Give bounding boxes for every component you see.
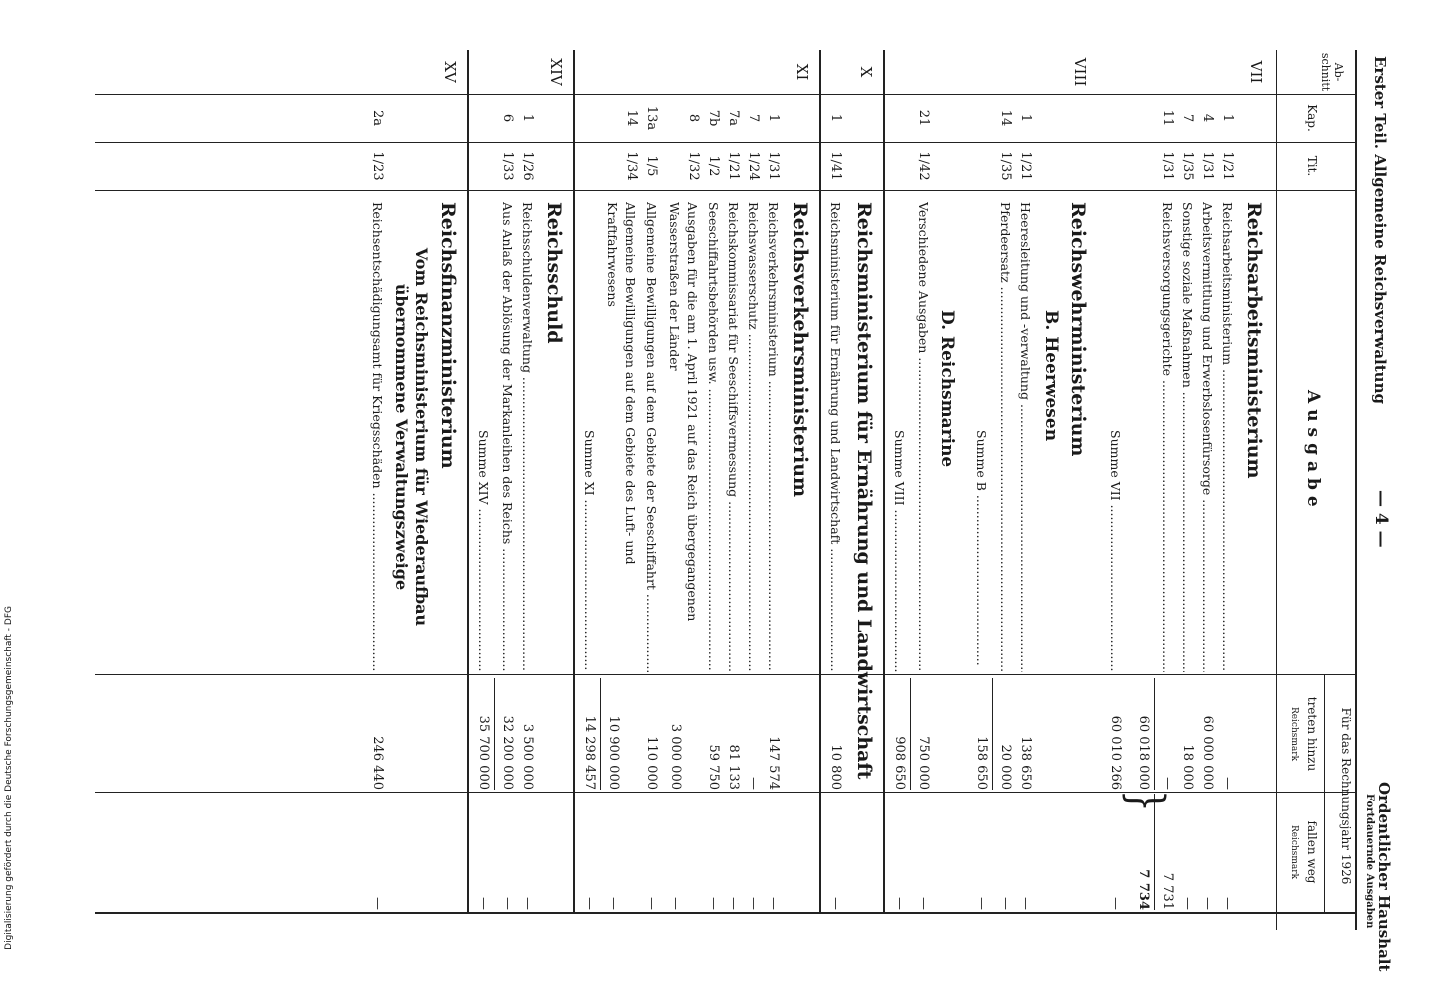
- amount-added: —: [1160, 777, 1175, 790]
- section-rule: [819, 50, 821, 912]
- amount-added: 32 200 000: [500, 715, 515, 790]
- column-rule: [95, 674, 1357, 675]
- item-description: Sonstige soziale Maßnahmen .....: [1180, 202, 1195, 672]
- item-description: Allgemeine Bewilligungen auf dem Gebiete der Seeschiffahrt .....: [644, 202, 659, 672]
- amount-removed: —: [828, 897, 843, 910]
- kap-cell: 2a: [370, 109, 385, 127]
- tit-cell: 1/31: [1200, 151, 1215, 181]
- brace-glyph: }: [1118, 790, 1174, 812]
- tit-cell: 1/35: [1180, 151, 1195, 181]
- item-description: Reichsversorgungsgerichte .....: [1160, 202, 1175, 672]
- tit-cell: 1/31: [766, 151, 781, 181]
- item-description: Reichsverkehrsministerium .....: [766, 202, 781, 672]
- kap-cell: 7: [746, 113, 761, 123]
- item-description: Aus Anlaß der Ablösung der Markanleihen des Reichs .....: [500, 202, 515, 672]
- tit-cell: 1/21: [1018, 151, 1033, 181]
- section-heading: Reichswehrministerium: [1067, 202, 1089, 457]
- sum-label: Summe XI .....: [582, 430, 597, 672]
- page-number: — 4 —: [1371, 490, 1391, 548]
- item-description: Verschiedene Ausgaben .....: [916, 202, 931, 672]
- amount-added: 18 000: [1180, 744, 1195, 790]
- amount-added: 3 500 000: [520, 723, 535, 790]
- sum-added: 158 650: [974, 736, 989, 790]
- sum-rule: [494, 678, 495, 790]
- column-rule: [95, 912, 1357, 914]
- amount-added: —: [746, 777, 761, 790]
- sum-added: 14 298 457: [582, 715, 597, 790]
- sum-removed: —: [582, 897, 597, 910]
- subtotal-removed: 7 734: [1136, 869, 1151, 910]
- kap-cell: 1: [766, 113, 781, 123]
- tit-cell: 1/31: [1160, 151, 1175, 181]
- amount-added: 147 574: [766, 736, 781, 790]
- tit-cell: 1/2: [706, 155, 721, 177]
- kap-cell: 7: [1180, 113, 1195, 123]
- amount-removed: —: [916, 897, 931, 910]
- amount-added: —: [1220, 777, 1235, 790]
- budget-subtitle: Fortdauernde Ausgaben: [1364, 794, 1375, 929]
- amount-added: 20 000: [998, 744, 1013, 790]
- item-description: Pferdeersatz .....: [998, 202, 1013, 672]
- kap-cell: 1: [1018, 113, 1033, 123]
- running-header-left: Erster Teil. Allgemeine Reichsverwaltung: [1371, 56, 1389, 404]
- kap-cell: 1: [828, 113, 843, 123]
- col-header-unit: Reichsmark: [1289, 824, 1299, 880]
- sum-rule: [600, 678, 601, 790]
- amount-removed: —: [706, 897, 721, 910]
- sum-added: 908 650: [892, 736, 907, 790]
- item-description: Reichswasserschutz .....: [746, 202, 761, 672]
- amount-added: 3 000 000: [668, 723, 683, 790]
- item-description: Reichsschuldenverwaltung .....: [520, 202, 535, 672]
- section-heading: Reichsfinanzministerium: [437, 202, 459, 469]
- item-description: Reichsarbeitsministerium .....: [1220, 202, 1235, 672]
- tit-cell: 1/21: [726, 151, 741, 181]
- document-page: [95, 50, 1395, 990]
- tit-cell: 1/42: [916, 151, 931, 181]
- section-heading: Reichsarbeitsministerium: [1243, 202, 1265, 479]
- sum-added: 35 700 000: [476, 715, 491, 790]
- tit-cell: 1/35: [998, 151, 1013, 181]
- amount-removed: —: [1200, 897, 1215, 910]
- amount-removed: —: [1220, 897, 1235, 910]
- item-description: Allgemeine Bewilligungen auf dem Gebiete des Luft- und Kraftfahrwesens: [605, 202, 638, 565]
- section-number: XV: [441, 61, 459, 83]
- item-description: Reichsministerium für Ernährung und Landwirtschaft .....: [828, 202, 843, 672]
- col-header-tit: Tit.: [1305, 155, 1319, 177]
- sum-added: 60 010 266: [1108, 715, 1123, 790]
- group-rule: [1324, 674, 1325, 912]
- kap-cell: 1: [1220, 113, 1235, 123]
- amount-added: 110 000: [644, 736, 659, 790]
- sum-label: Summe XIV .....: [476, 430, 491, 672]
- amount-removed: 7 731: [1160, 872, 1175, 910]
- item-description: Arbeitsvermittlung und Erwerbslosenfürsorge .....: [1200, 202, 1215, 672]
- col-header-unit: Reichsmark: [1289, 706, 1299, 762]
- amount-added: 10 800: [828, 744, 843, 790]
- amount-added: 246 440: [370, 736, 385, 790]
- amount-removed: —: [606, 897, 621, 910]
- sum-rule: [992, 678, 993, 790]
- col-header-ausgabe: Ausgabe: [1303, 390, 1323, 513]
- item-description: Ausgaben für die am 1. April 1921 auf das Reich übergegangenen Wasserstraßen der Länder: [667, 202, 700, 622]
- section-rule: [573, 50, 575, 912]
- kap-cell: 1: [520, 113, 535, 123]
- section-number: VII: [1247, 60, 1265, 84]
- section-number: XIV: [547, 58, 565, 86]
- subsection-heading: D. Reichsmarine: [937, 310, 957, 468]
- budget-title: Ordentlicher Haushalt: [1375, 782, 1393, 972]
- kap-cell: 14: [624, 109, 639, 127]
- amount-removed: —: [500, 897, 515, 910]
- tit-cell: 1/41: [828, 151, 843, 181]
- amount-removed: —: [1180, 897, 1195, 910]
- subtotal-added: 60 018 000: [1136, 715, 1151, 790]
- col-header-treten-hinzu: treten hinzu: [1305, 696, 1319, 772]
- section-heading: Reichsverkehrsministerium: [789, 202, 811, 498]
- amount-removed: —: [520, 897, 535, 910]
- tit-cell: 1/21: [1220, 151, 1235, 181]
- subsection-heading: B. Heerwesen: [1041, 310, 1061, 442]
- sum-rule: [910, 678, 911, 790]
- column-rule: [95, 190, 1357, 191]
- amount-added: 750 000: [916, 736, 931, 790]
- kap-cell: 6: [500, 113, 515, 123]
- sum-label: Summe VII .....: [1108, 430, 1123, 672]
- item-description: Reichsentschädigungsamt für Kriegsschäden .....: [370, 202, 385, 672]
- amount-removed: —: [726, 897, 741, 910]
- amount-added: 60 000 000: [1200, 715, 1215, 790]
- table-header-rule: [1276, 50, 1277, 930]
- subsection-heading: Vom Reichsministerium für Wiederaufbau übernommene Verwaltungszweige: [392, 247, 431, 627]
- amount-removed: —: [766, 897, 781, 910]
- kap-cell: 11: [1160, 109, 1175, 127]
- sum-removed: —: [476, 897, 491, 910]
- tit-cell: 1/26: [520, 151, 535, 181]
- kap-cell: 14: [998, 109, 1013, 127]
- item-description: Reichskommissariat für Seeschiffsvermessung .....: [726, 202, 741, 672]
- col-header-fallen-weg: fallen weg: [1305, 820, 1319, 884]
- sum-removed: —: [892, 897, 907, 910]
- tit-cell: 1/24: [746, 151, 761, 181]
- col-header-kap: Kap.: [1305, 104, 1319, 132]
- tit-cell: 1/5: [644, 155, 659, 177]
- amount-added: 81 133: [726, 744, 741, 790]
- sum-label: Summe VIII .....: [892, 430, 907, 672]
- kap-cell: 13a: [644, 105, 659, 131]
- kap-cell: 7a: [726, 109, 741, 127]
- item-description: Heeresleitung und -verwaltung .....: [1018, 202, 1033, 672]
- item-description: Seeschiffahrtsbehörden usw. .....: [706, 202, 721, 672]
- col-header-fiscal-year: Für das Rechnungsjahr 1926: [1339, 707, 1353, 885]
- section-number: XI: [793, 63, 811, 81]
- tit-cell: 1/32: [686, 151, 701, 181]
- digitization-note: Digitalisierung gefördert durch die Deutsche Forschungsgemeinschaft - DFG: [4, 606, 14, 950]
- section-number: X: [857, 66, 875, 78]
- sum-removed: —: [974, 897, 989, 910]
- amount-added: 59 750: [706, 744, 721, 790]
- amount-removed: —: [746, 897, 761, 910]
- table-top-rule: [1355, 50, 1357, 930]
- kap-cell: 8: [686, 113, 701, 123]
- col-header-abschnitt: Ab-schnitt: [1319, 52, 1345, 92]
- tit-cell: 1/23: [370, 151, 385, 181]
- section-number: VIII: [1071, 57, 1089, 87]
- section-heading: Reichsschuld: [543, 202, 565, 344]
- subtotal-rule: [1154, 678, 1155, 790]
- kap-cell: 21: [916, 109, 931, 127]
- section-rule: [467, 50, 469, 912]
- tit-cell: 1/34: [624, 151, 639, 181]
- sum-label: Summe B .....: [974, 430, 989, 672]
- amount-removed: —: [1018, 897, 1033, 910]
- kap-cell: 4: [1200, 113, 1215, 123]
- sum-removed: —: [1108, 897, 1123, 910]
- section-heading: Reichsministerium für Ernährung und Landwirtschaft: [853, 202, 875, 780]
- amount-removed: —: [668, 897, 683, 910]
- amount-removed: —: [998, 897, 1013, 910]
- amount-added: 138 650: [1018, 736, 1033, 790]
- amount-removed: —: [370, 897, 385, 910]
- amount-added: 10 900 000: [606, 715, 621, 790]
- tit-cell: 1/33: [500, 151, 515, 181]
- section-rule: [883, 50, 885, 912]
- kap-cell: 7b: [706, 109, 721, 127]
- amount-removed: —: [644, 897, 659, 910]
